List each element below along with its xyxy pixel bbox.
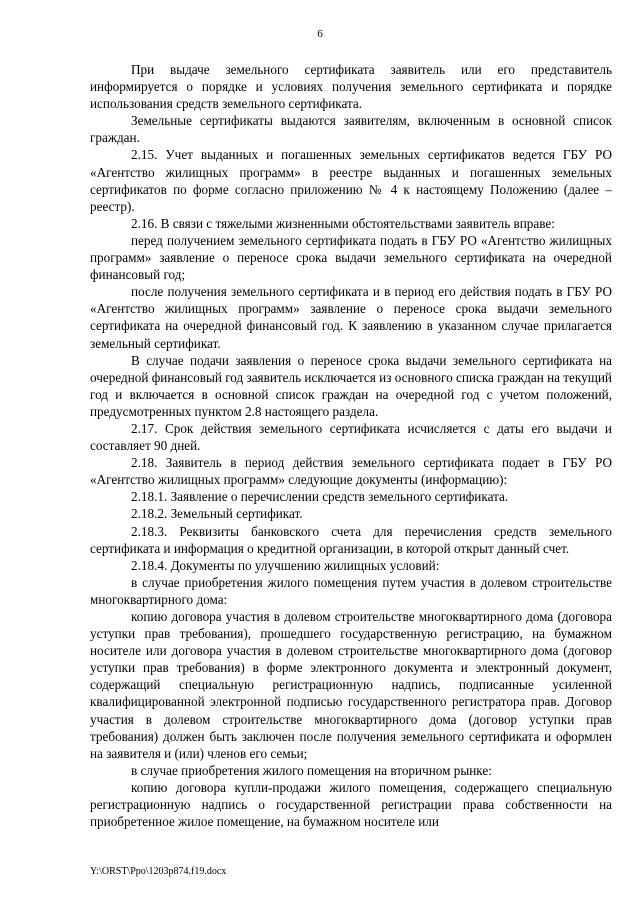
paragraph: в случае приобретения жилого помещения на вторичном рынке:: [131, 762, 492, 778]
paragraph: 2.18.3. Реквизиты банковского счета для перечисления средств земельного сертификата и информация о кредитной организации, в которой открыт данный счет.: [90, 523, 612, 556]
page-number: 6: [317, 28, 323, 40]
paragraph: При выдаче земельного сертификата заявитель или его представитель информируется о порядке и условиях получения земельного сертификата и порядке использования средств земельного сертификата.: [90, 62, 612, 112]
document-body: [90, 61, 612, 830]
paragraph: после получения земельного сертификата и в период его действия подать в ГБУ РО «Агентство жилищных программ» заявление о переносе срока выдачи земельного сертификата на очередной финансовый год. К заявлению в указанном случае прилагается земельный сертификат.: [90, 284, 612, 351]
paragraph: 2.18.4. Документы по улучшению жилищных условий:: [131, 557, 440, 573]
paragraph: 2.18.2. Земельный сертификат.: [131, 506, 303, 522]
paragraph: копию договора участия в долевом строительстве многоквартирного дома (договора уступки прав требования), прошедшего государственную регистрацию, на бумажном носителе или договора участия в долевом строительстве многоквартирного дома (договор уступки прав требования) в форме электронного документа и электронный документ, содержащий специальную регистрационную надпись, подписанные усиленной квалифицированной электронной подписью государственного регистратора прав. Договор участия в долевом строительстве многоквартирного дома (договор уступки прав требования) должен быть заключен после получения земельного сертификата и оформлен на заявителя и (или) членов его семьи;: [90, 609, 612, 761]
paragraph: перед получением земельного сертификата подать в ГБУ РО «Агентство жилищных программ» заявление о переносе срока выдачи земельного сертификата на очередной финансовый год;: [90, 232, 612, 283]
paragraph: 2.15. Учет выданных и погашенных земельных сертификатов ведется ГБУ РО «Агентство жилищных программ» в реестре выданных и погашенных земельных сертификатов по форме согласно приложению № 4 к настоящему Положению (далее – реестр).: [90, 147, 612, 214]
paragraph: Земельные сертификаты выдаются заявителям, включенным в основной список граждан.: [90, 113, 612, 146]
paragraph: 2.18. Заявитель в период действия земельного сертификата подает в ГБУ РО «Агентство жилищных программ» следующие документы (информацию):: [90, 455, 612, 488]
paragraph: в случае приобретения жилого помещения путем участия в долевом строительстве многоквартирного дома:: [90, 574, 612, 607]
paragraph: В случае подачи заявления о переносе срока выдачи земельного сертификата на очередной финансовый год заявитель исключается из основного списка граждан на текущий год и включается в основной список граждан на очередной год с учетом положений, предусмотренных пунктом 2.8 настоящего раздела.: [90, 352, 612, 419]
footer-file-path: Y:\ORST\Ppo\1203p874.f19.docx: [90, 866, 227, 877]
paragraph: 2.17. Срок действия земельного сертификата исчисляется с даты его выдачи и составляет 90 дней.: [90, 420, 612, 454]
paragraph: копию договора купли-продажи жилого помещения, содержащего специальную регистрационную надпись о государственной регистрации права собственности на приобретенное жилое помещение, на бумажном носителе или: [90, 779, 612, 830]
paragraph: 2.18.1. Заявление о перечислении средств земельного сертификата.: [131, 489, 509, 505]
paragraph: 2.16. В связи с тяжелыми жизненными обстоятельствами заявитель вправе:: [131, 215, 555, 231]
